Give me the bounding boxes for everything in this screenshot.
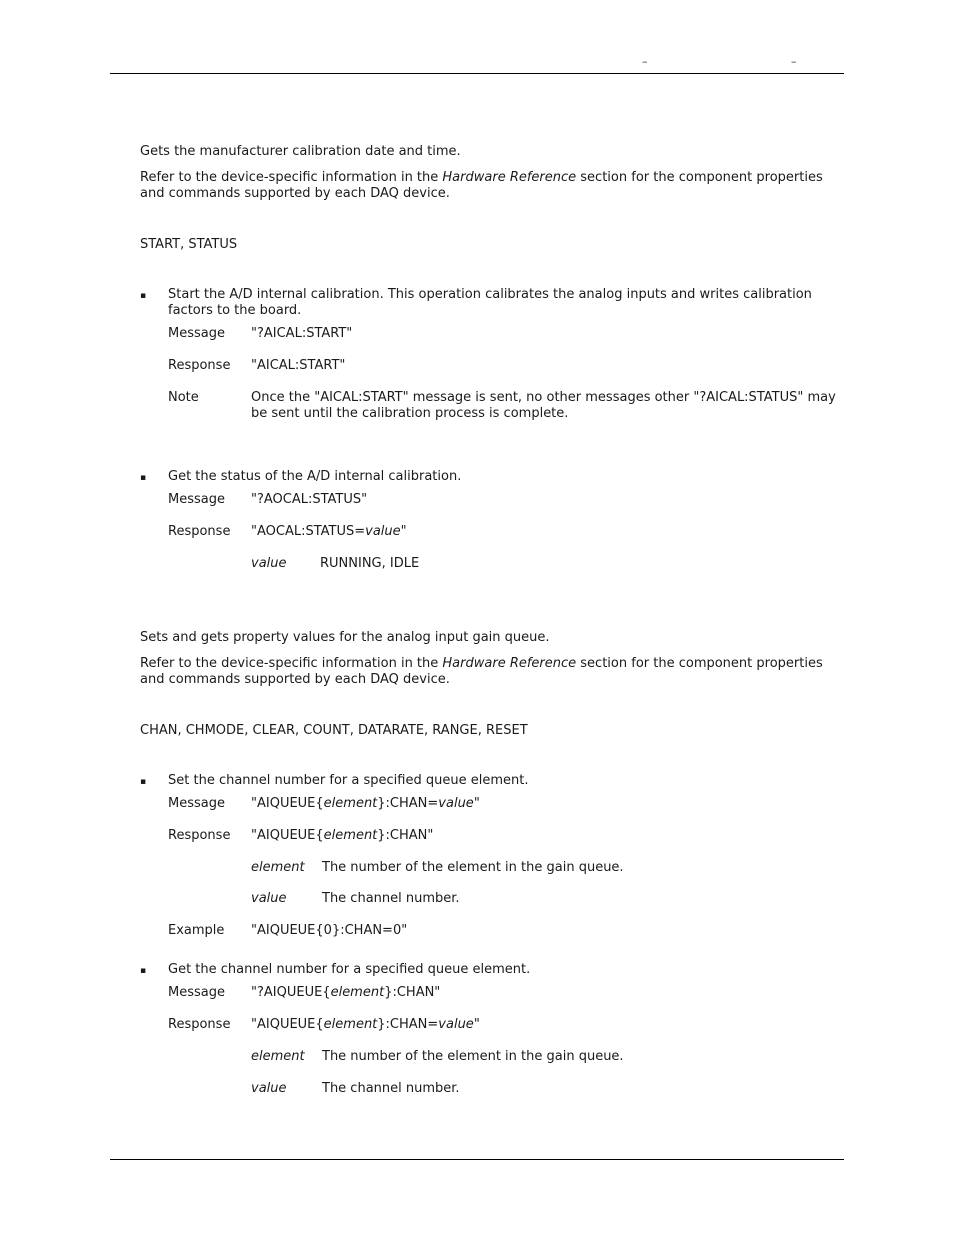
section1-item1-note: Once the "AICAL:START" message is sent, no other messages other "?AICAL:STATUS" may be sent until the calibration process is complete.	[251, 390, 836, 421]
section1-refer: Refer to the device-specific information in the Hardware Reference section for the component properties and commands supported by each DAQ device.	[140, 170, 823, 201]
section2-item1-response-label: Response	[168, 828, 231, 843]
section1-item1-response-label: Response	[168, 358, 231, 373]
section1-item1-message: "?AICAL:START"	[251, 326, 353, 341]
section2-item2-param2-value: The channel number.	[322, 1081, 460, 1096]
section2-refer: Refer to the device-specific information in the Hardware Reference section for the component properties and commands supported by each DAQ device.	[140, 656, 823, 687]
section1-item2-response: "AOCAL:STATUS=value"	[251, 524, 407, 539]
header-rule	[110, 73, 844, 74]
section2-item2-response-label: Response	[168, 1017, 231, 1032]
section1-item1-note-label: Note	[168, 390, 199, 405]
section1-item2-message-label: Message	[168, 492, 225, 507]
section2-item1-message-label: Message	[168, 796, 225, 811]
section1-intro: Gets the manufacturer calibration date and time.	[140, 144, 461, 159]
section2-item1-param2-label: value	[251, 891, 287, 906]
section2-item1-param2-value: The channel number.	[322, 891, 460, 906]
section2-item2-message-label: Message	[168, 985, 225, 1000]
bullet-marker: ▪	[140, 473, 147, 483]
section2-item2-text: Get the channel number for a specified queue element.	[168, 962, 531, 977]
section1-item1-text: Start the A/D internal calibration. This operation calibrates the analog inputs and writes calibration factors to the board.	[168, 287, 812, 318]
bullet-marker: ▪	[140, 777, 147, 787]
bullet-marker: ▪	[140, 291, 147, 301]
header-mark-left: –	[642, 55, 648, 68]
section2-item1-param1-label: element	[251, 860, 305, 875]
section2-item2-param2-label: value	[251, 1081, 287, 1096]
section1-item1-response: "AICAL:START"	[251, 358, 346, 373]
section2-intro: Sets and gets property values for the analog input gain queue.	[140, 630, 550, 645]
section1-item2-text: Get the status of the A/D internal calibration.	[168, 469, 462, 484]
section2-item1-example: "AIQUEUE{0}:CHAN=0"	[251, 923, 408, 938]
section1-item2-message: "?AOCAL:STATUS"	[251, 492, 368, 507]
section2-item2-param1-label: element	[251, 1049, 305, 1064]
section1-item2-param-label: value	[251, 556, 287, 571]
section2-item2-param1-value: The number of the element in the gain queue.	[322, 1049, 624, 1064]
footer-rule	[110, 1159, 844, 1160]
header-mark-right: –	[791, 55, 797, 68]
section2-properties: CHAN, CHMODE, CLEAR, COUNT, DATARATE, RANGE, RESET	[140, 723, 528, 738]
section2-item1-response: "AIQUEUE{element}:CHAN"	[251, 828, 434, 843]
section1-item1-message-label: Message	[168, 326, 225, 341]
section2-item1-message: "AIQUEUE{element}:CHAN=value"	[251, 796, 480, 811]
bullet-marker: ▪	[140, 966, 147, 976]
section2-item2-response: "AIQUEUE{element}:CHAN=value"	[251, 1017, 480, 1032]
section2-item1-example-label: Example	[168, 923, 225, 938]
section1-properties: START, STATUS	[140, 237, 238, 252]
section2-item2-message: "?AIQUEUE{element}:CHAN"	[251, 985, 441, 1000]
section2-item1-text: Set the channel number for a specified queue element.	[168, 773, 529, 788]
section2-item1-param1-value: The number of the element in the gain queue.	[322, 860, 624, 875]
section1-item2-param-value: RUNNING, IDLE	[320, 556, 420, 571]
section1-item2-response-label: Response	[168, 524, 231, 539]
